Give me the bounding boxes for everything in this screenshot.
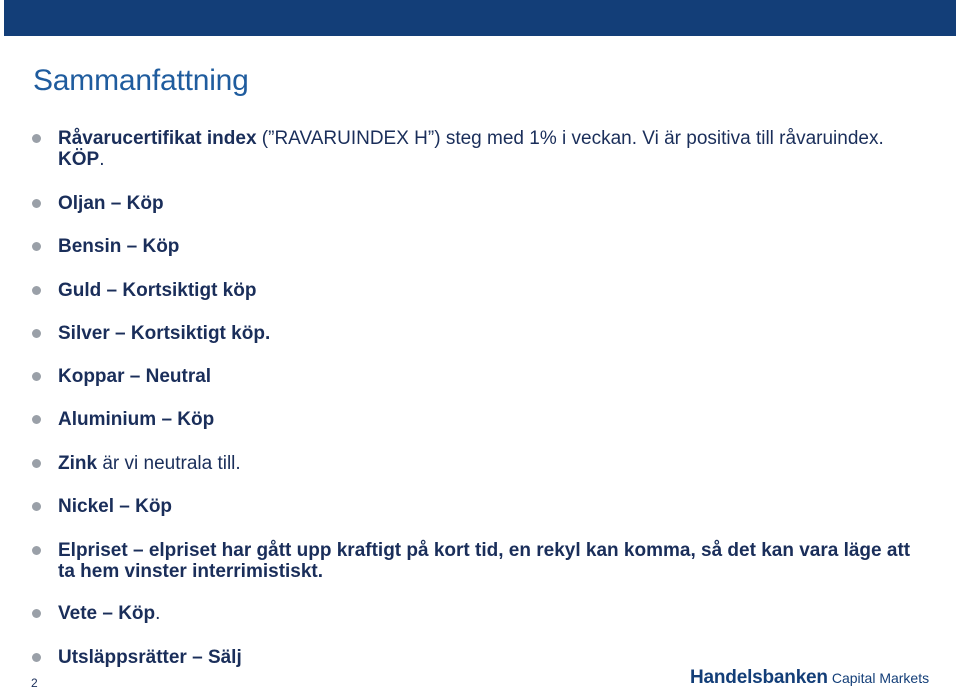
bullet-dot-icon (32, 502, 41, 511)
bullet-text: Vete – Köp. (58, 603, 161, 624)
bullet-text: Nickel – Köp (58, 496, 173, 517)
bullet-text: Elpriset – elpriset har gått upp kraftigt på kort tid, en rekyl kan komma, så det kan vara läge att ta hem vinster interrimistiskt. (58, 540, 911, 582)
bullet-text: Koppar – Neutral (58, 366, 212, 387)
bullet-item (32, 366, 912, 387)
bullet-dot-icon (32, 459, 41, 468)
bullet-item (32, 128, 912, 170)
bullet-item (32, 323, 912, 344)
logo-subtitle: Capital Markets (831, 670, 930, 686)
bullet-dot-icon (32, 286, 41, 295)
bullet-dot-icon (32, 546, 41, 555)
bullet-item (32, 603, 912, 624)
logo-brand: Handelsbanken (690, 667, 828, 688)
bullet-text: Silver – Kortsiktigt köp. (58, 323, 271, 344)
bullet-item (32, 647, 912, 668)
bullet-dot-icon (32, 242, 41, 251)
page-number: 2 (31, 676, 38, 690)
bullet-item (32, 280, 912, 301)
bullet-item (32, 496, 912, 517)
bullet-dot-icon (32, 199, 41, 208)
bullet-text: Zink är vi neutrala till. (58, 453, 241, 474)
bullet-text: Bensin – Köp (58, 236, 180, 257)
bullet-item (32, 409, 912, 430)
bullet-item (32, 193, 912, 214)
handelsbanken-logo (690, 667, 929, 689)
bullet-dot-icon (32, 134, 41, 143)
bullet-dot-icon (32, 609, 41, 618)
bullet-text: Utsläppsrätter – Sälj (58, 647, 242, 668)
bullet-item (32, 453, 912, 474)
bullet-item (32, 540, 912, 582)
bullet-text: Oljan – Köp (58, 193, 164, 214)
bullet-text: Guld – Kortsiktigt köp (58, 280, 257, 301)
bullet-dot-icon (32, 329, 41, 338)
bullet-item (32, 236, 912, 257)
bullet-text: Råvarucertifikat index (”RAVARUINDEX H”) steg med 1% i veckan. Vi är positiva till råvaruindex. KÖP. (58, 128, 884, 170)
bullet-dot-icon (32, 415, 41, 424)
bullet-text: Aluminium – Köp (58, 409, 215, 430)
slide-title: Sammanfattning (33, 64, 249, 97)
bullet-dot-icon (32, 372, 41, 381)
bullet-dot-icon (32, 653, 41, 662)
